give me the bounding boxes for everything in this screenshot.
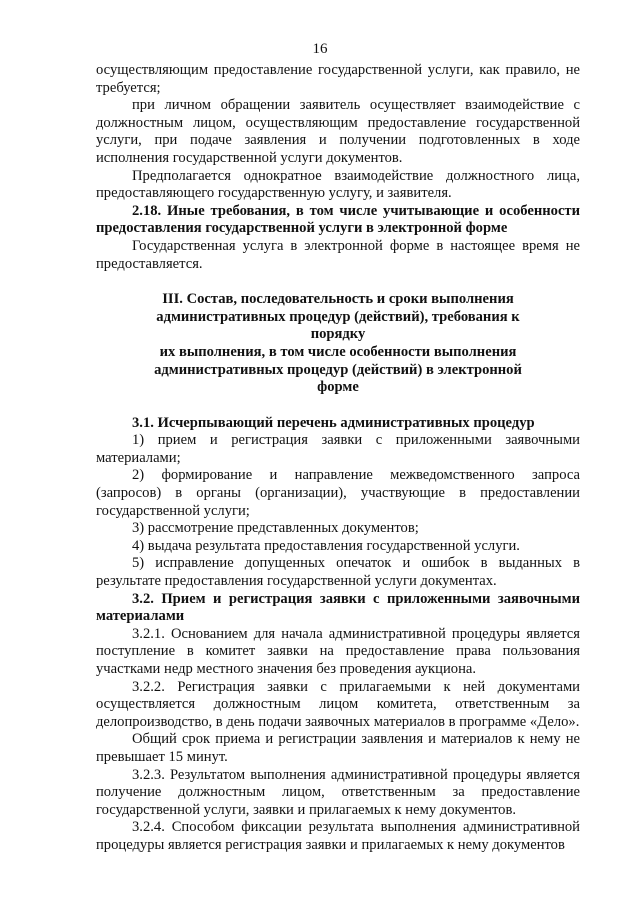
paragraph: Предполагается однократное взаимодействие должностного лица, предоставляющего государственную услугу, и заявителя.: [96, 167, 580, 202]
subsection-heading: 3.1. Исчерпывающий перечень административных процедур: [132, 414, 535, 431]
page-number: 16: [312, 41, 328, 57]
paragraph: Государственная услуга в электронной форме в настоящее время не предоставляется.: [96, 237, 580, 272]
section-heading-line: III. Состав, последовательность и сроки выполнения: [162, 291, 514, 308]
paragraphs-after-heading: [96, 415, 580, 855]
paragraph: 3.2.4. Способом фиксации результата выполнения административной процедуры является регистрация заявки и прилагаемых к нему документов: [96, 819, 580, 853]
paragraph: 3.2.3. Результатом выполнения административной процедуры является получение должностным лицом, ответственным за предоставление государственной услуги, заявки и прилагаемых к нему документов.: [96, 766, 580, 818]
section-heading-line: их выполнения, в том числе особенности выполнения: [159, 343, 517, 360]
paragraph: 1) прием и регистрация заявки с приложенными заявочными материалами;: [96, 432, 580, 466]
subsection-heading: 2.18. Иные требования, в том числе учитывающие и особенности предоставления государственной услуги в электронной форме: [96, 202, 580, 237]
section-heading-line: административных процедур (действий), требования к порядку: [156, 308, 520, 343]
paragraph: 3.2.2. Регистрация заявки с прилагаемыми к ней документами осуществляется должностным лицом комитета, ответственным за делопроизводство, в день подачи заявочных материалов в программе «Дело».: [96, 678, 580, 730]
section-heading-line: административных процедур (действий) в электронной форме: [154, 361, 522, 396]
subsection-heading: 3.2. Прием и регистрация заявки с приложенными заявочными материалами: [96, 590, 580, 625]
paragraph: 5) исправление допущенных опечаток и ошибок в выданных в результате предоставления государственной услуги документах.: [96, 555, 580, 590]
paragraph: 2) формирование и направление межведомственного запроса (запросов) в органы (организации), участвующие в предоставлении государственной услуги;: [96, 467, 580, 519]
section-heading: [96, 291, 580, 397]
paragraph: при личном обращении заявитель осуществляет взаимодействие с должностным лицом, осуществляющим предоставление государственной услуги, при подаче заявления и получении подготовленных в ходе исполнения государственной услуги документов.: [96, 97, 580, 166]
paragraphs-before-heading: [96, 62, 580, 273]
paragraph: 4) выдача результата предоставления государственной услуги.: [132, 537, 520, 554]
paragraph: 3.2.1. Основанием для начала административной процедуры является поступление в комитет заявки на предоставление права пользования участками недр местного значения без проведения аукциона.: [96, 625, 580, 677]
paragraph: 3) рассмотрение представленных документов;: [132, 520, 419, 537]
page-content: [96, 62, 580, 855]
paragraph: осуществляющим предоставление государственной услуги, как правило, не требуется;: [96, 62, 580, 96]
paragraph: Общий срок приема и регистрации заявления и материалов к нему не превышает 15 минут.: [96, 731, 580, 765]
